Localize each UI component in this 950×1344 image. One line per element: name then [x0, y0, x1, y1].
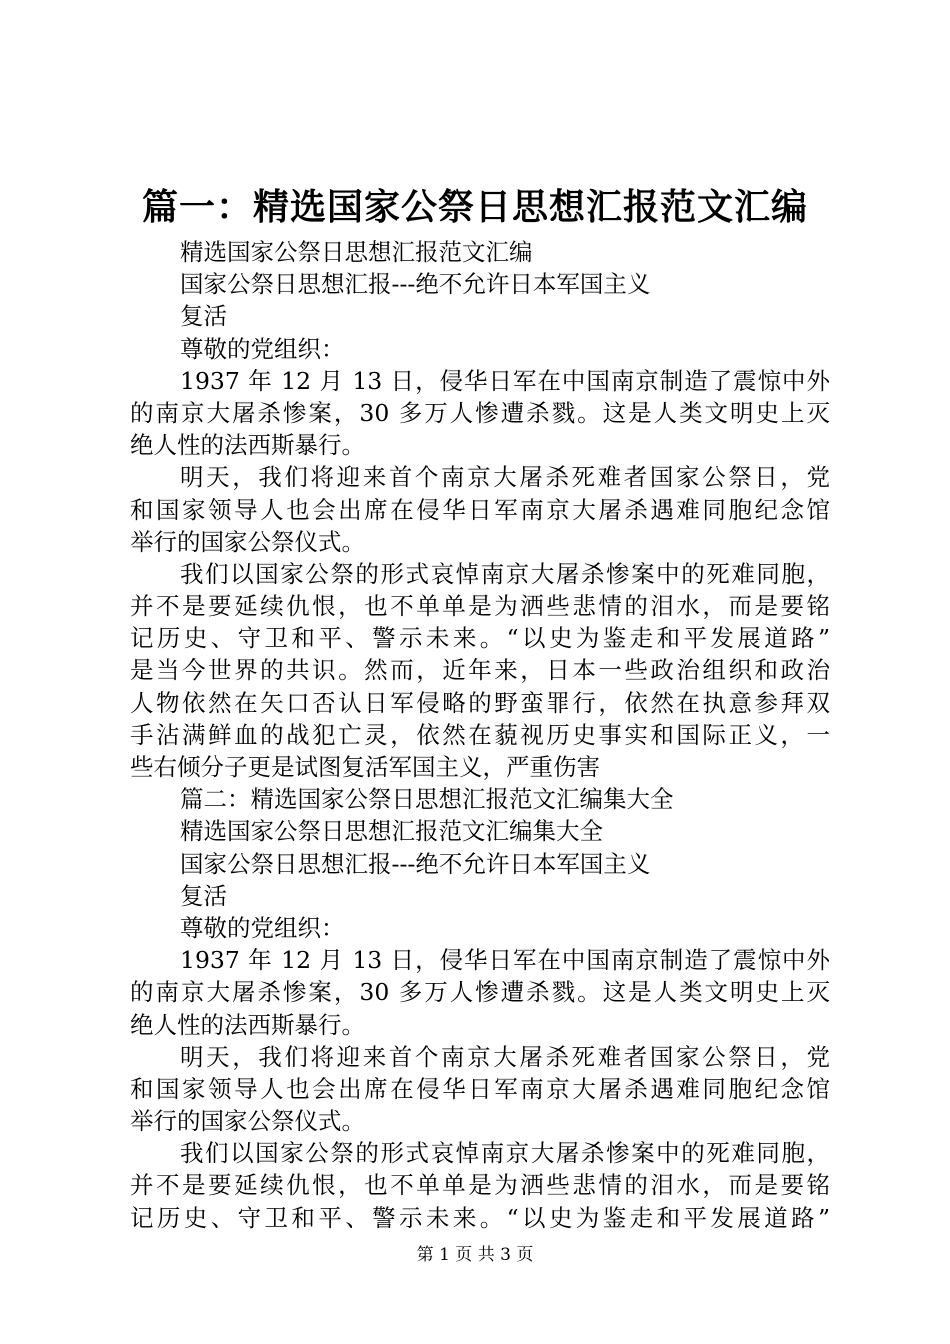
paragraph-line: 记历史、守卫和平、警示未来。“以史为鉴走和平发展道路”: [130, 624, 830, 653]
paragraph-line: 1937 年 12 月 13 日，侵华日军在中国南京制造了震惊中外: [180, 946, 830, 975]
paragraph-line: 复活: [180, 302, 227, 331]
paragraph-line: 和国家领导人也会出席在侵华日军南京大屠杀遇难同胞纪念馆: [130, 1074, 830, 1103]
paragraph-line: 是当今世界的共识。然而，近年来，日本一些政治组织和政治: [130, 656, 830, 685]
paragraph-line: 国家公祭日思想汇报---绝不允许日本军国主义: [180, 849, 651, 878]
paragraph-line: 明天，我们将迎来首个南京大屠杀死难者国家公祭日，党: [180, 463, 830, 492]
paragraph-line: 1937 年 12 月 13 日，侵华日军在中国南京制造了震惊中外: [180, 366, 830, 395]
paragraph-line: 举行的国家公祭仪式。: [130, 1107, 365, 1136]
paragraph-line: 国家公祭日思想汇报---绝不允许日本军国主义: [180, 270, 651, 299]
paragraph-line: 精选国家公祭日思想汇报范文汇编: [180, 238, 533, 266]
paragraph-line: 举行的国家公祭仪式。: [130, 527, 365, 556]
page-footer: 第 1 页 共 3 页: [416, 1245, 534, 1265]
document-body: [130, 236, 830, 1234]
paragraph-line: 篇二：精选国家公祭日思想汇报范文汇编集大全: [180, 785, 674, 814]
paragraph-line: 我们以国家公祭的形式哀悼南京大屠杀惨案中的死难同胞，: [180, 1139, 830, 1168]
paragraph-line: 记历史、守卫和平、警示未来。“以史为鉴走和平发展道路”: [130, 1203, 830, 1232]
paragraph-line: 精选国家公祭日思想汇报范文汇编集大全: [180, 817, 603, 846]
document-title: 篇一：精选国家公祭日思想汇报范文汇编: [141, 186, 808, 228]
paragraph-line: 我们以国家公祭的形式哀悼南京大屠杀惨案中的死难同胞，: [180, 559, 830, 588]
paragraph-line: 的南京大屠杀惨案，30 多万人惨遭杀戮。这是人类文明史上灭: [130, 398, 830, 427]
paragraph-line: 绝人性的法西斯暴行。: [130, 431, 365, 460]
paragraph-line: 复活: [180, 881, 227, 910]
paragraph-line: 绝人性的法西斯暴行。: [130, 1010, 365, 1039]
paragraph-line: 些右倾分子更是试图复活军国主义，严重伤害: [130, 753, 600, 781]
paragraph-line: 并不是要延续仇恨，也不单单是为洒些悲情的泪水，而是要铭: [130, 592, 830, 621]
paragraph-line: 人物依然在矢口否认日军侵略的野蛮罪行，依然在执意参拜双: [130, 688, 830, 717]
paragraph-line: 尊敬的党组织：: [180, 913, 345, 942]
paragraph-line: 的南京大屠杀惨案，30 多万人惨遭杀戮。这是人类文明史上灭: [130, 978, 830, 1007]
paragraph-line: 尊敬的党组织：: [180, 334, 345, 363]
paragraph-line: 和国家领导人也会出席在侵华日军南京大屠杀遇难同胞纪念馆: [130, 495, 830, 524]
paragraph-line: 手沾满鲜血的战犯亡灵，依然在藐视历史事实和国际正义，一: [130, 720, 830, 749]
paragraph-line: 明天，我们将迎来首个南京大屠杀死难者国家公祭日，党: [180, 1042, 830, 1071]
paragraph-line: 并不是要延续仇恨，也不单单是为洒些悲情的泪水，而是要铭: [130, 1171, 830, 1200]
